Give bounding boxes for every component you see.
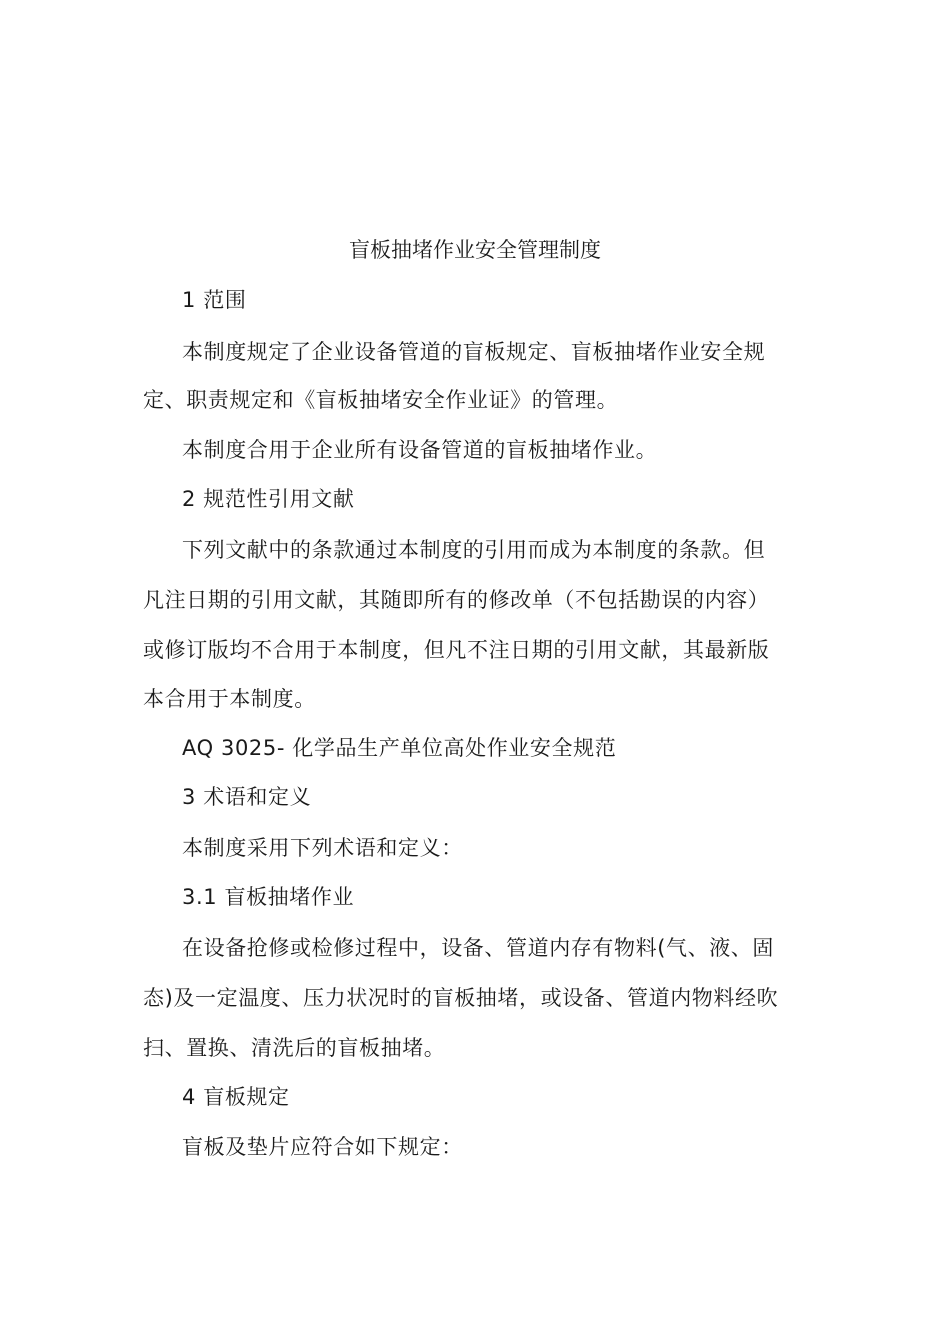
paragraph-line: 扫、置换、清洗后的盲板抽堵。 [143, 1036, 446, 1060]
paragraph-line: 凡注日期的引用文献，其随即所有的修改单（不包括勘误的内容） [143, 588, 770, 612]
paragraph-line: 本制度采用下列术语和定义： [182, 836, 463, 860]
paragraph-line: 下列文献中的条款通过本制度的引用而成为本制度的条款。但 [182, 538, 766, 562]
paragraph-line: 本制度合用于企业所有设备管道的盲板抽堵作业。 [182, 438, 658, 462]
reference-item: AQ 3025- 化学品生产单位高处作业安全规范 [182, 736, 617, 760]
paragraph-line: 或修订版均不合用于本制度，但凡不注日期的引用文献，其最新版 [143, 638, 770, 662]
section-heading-scope: 1 范围 [182, 288, 247, 312]
section-heading-blind-plate: 4 盲板规定 [182, 1085, 290, 1109]
paragraph-line: 盲板及垫片应符合如下规定： [182, 1135, 463, 1159]
paragraph-line: 在设备抢修或检修过程中，设备、管道内存有物料(气、液、固 [182, 936, 774, 960]
paragraph-line: 本合用于本制度。 [143, 687, 316, 711]
section-heading-terms: 3 术语和定义 [182, 785, 312, 809]
subsection-heading: 3.1 盲板抽堵作业 [182, 885, 355, 909]
section-heading-references: 2 规范性引用文献 [182, 487, 355, 511]
paragraph-line: 定、职责规定和《盲板抽堵安全作业证》的管理。 [143, 388, 619, 412]
document-title: 盲板抽堵作业安全管理制度 [349, 238, 601, 262]
paragraph-line: 本制度规定了企业设备管道的盲板规定、盲板抽堵作业安全规 [182, 340, 766, 364]
paragraph-line: 态)及一定温度、压力状况时的盲板抽堵，或设备、管道内物料经吹 [143, 986, 779, 1010]
